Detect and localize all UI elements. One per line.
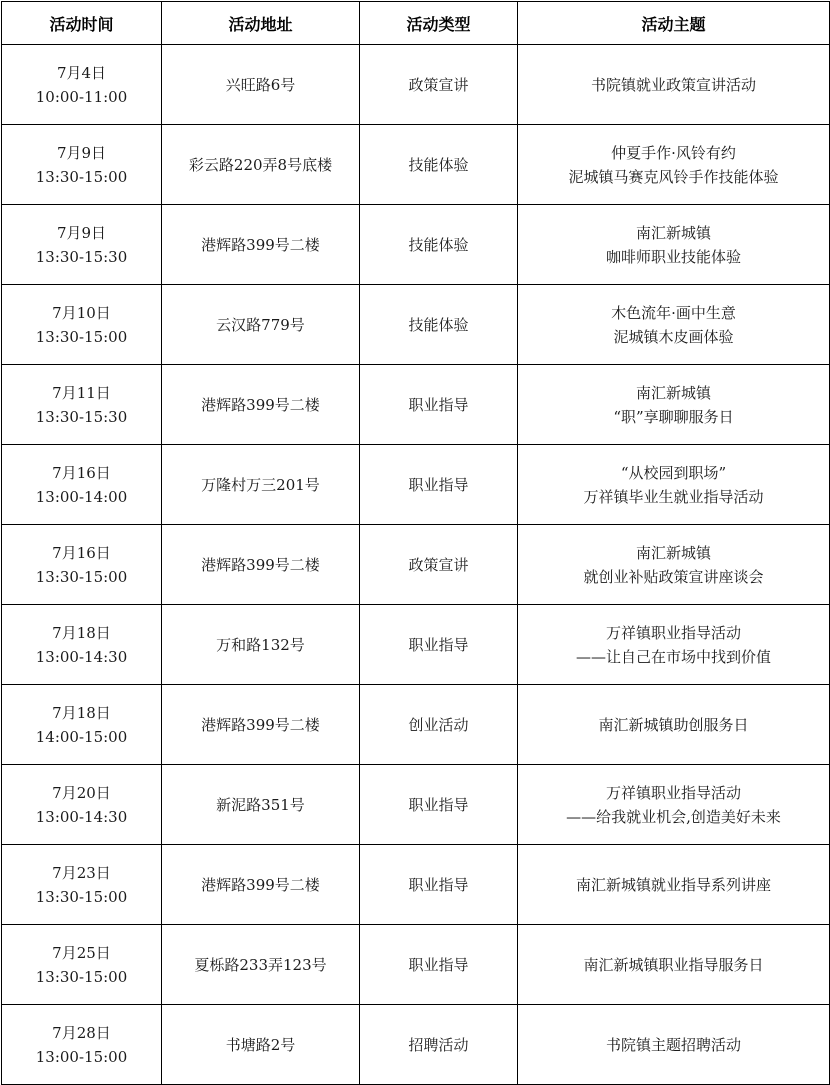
- activity-time-cell: [2, 765, 162, 845]
- activity-time-cell: [2, 605, 162, 685]
- activity-time-range: 13:30-15:00: [35, 967, 128, 986]
- header-activity-theme: 活动主题: [518, 2, 830, 45]
- activity-theme-line: “从校园到职场”: [620, 463, 727, 482]
- activity-time-range: 13:30-15:30: [35, 407, 128, 426]
- activity-date: 7月9日: [56, 143, 107, 162]
- activity-theme-line: 南汇新城镇: [635, 383, 711, 402]
- activity-theme-line: ——让自己在市场中找到价值: [575, 647, 771, 666]
- activity-time-cell: [2, 925, 162, 1005]
- activity-theme-line: 南汇新城镇职业指导服务日: [583, 955, 764, 974]
- activity-date: 7月23日: [52, 863, 111, 882]
- header-activity-time: 活动时间: [2, 2, 162, 45]
- table-row: [2, 285, 830, 365]
- activity-theme-cell: [518, 845, 830, 925]
- activity-date: 7月11日: [52, 383, 111, 402]
- activity-type-cell: 职业指导: [360, 925, 518, 1005]
- activity-time-cell: [2, 45, 162, 125]
- activity-time-range: 13:00-14:30: [35, 807, 128, 826]
- table-row: [2, 525, 830, 605]
- activity-theme-cell: [518, 365, 830, 445]
- activity-type-cell: 职业指导: [360, 605, 518, 685]
- activity-theme-line: 万祥镇毕业生就业指导活动: [583, 487, 764, 506]
- activity-time-cell: [2, 1005, 162, 1085]
- activity-address-cell: 港辉路399号二楼: [162, 845, 360, 925]
- activity-time-range: 13:30-15:00: [35, 327, 128, 346]
- activity-theme-cell: [518, 1005, 830, 1085]
- activity-theme-line: 南汇新城镇: [635, 543, 711, 562]
- header-activity-type: 活动类型: [360, 2, 518, 45]
- activity-time-cell: [2, 525, 162, 605]
- activity-date: 7月9日: [56, 223, 107, 242]
- activity-theme-cell: [518, 445, 830, 525]
- activity-theme-line: ——给我就业机会,创造美好未来: [566, 807, 781, 826]
- table-row: [2, 445, 830, 525]
- activity-type-cell: 技能体验: [360, 285, 518, 365]
- table-row: [2, 45, 830, 125]
- table-row: [2, 125, 830, 205]
- table-row: [2, 925, 830, 1005]
- activity-time-range: 10:00-11:00: [35, 87, 128, 106]
- activity-type-cell: 技能体验: [360, 125, 518, 205]
- activity-time-cell: [2, 285, 162, 365]
- activity-time-cell: [2, 845, 162, 925]
- activity-address-cell: 彩云路220弄8号底楼: [162, 125, 360, 205]
- activity-theme-line: 咖啡师职业技能体验: [605, 247, 741, 266]
- activity-theme-line: 书院镇主题招聘活动: [605, 1035, 741, 1054]
- activity-type-cell: 职业指导: [360, 765, 518, 845]
- activity-date: 7月10日: [52, 303, 111, 322]
- table-body: [2, 45, 830, 1085]
- activity-date: 7月18日: [52, 703, 111, 722]
- activity-theme-cell: [518, 605, 830, 685]
- activity-date: 7月25日: [52, 943, 111, 962]
- activity-date: 7月4日: [56, 63, 107, 82]
- table-row: [2, 205, 830, 285]
- activity-theme-line: 万祥镇职业指导活动: [605, 783, 741, 802]
- activity-address-cell: 云汉路779号: [162, 285, 360, 365]
- activity-address-cell: 书塘路2号: [162, 1005, 360, 1085]
- activity-time-range: 13:30-15:00: [35, 167, 128, 186]
- table-row: [2, 605, 830, 685]
- activity-time-cell: [2, 205, 162, 285]
- activity-time-range: 13:00-14:00: [35, 487, 128, 506]
- activity-address-cell: 万和路132号: [162, 605, 360, 685]
- activity-address-cell: 夏栎路233弄123号: [162, 925, 360, 1005]
- activity-time-cell: [2, 445, 162, 525]
- activity-type-cell: 创业活动: [360, 685, 518, 765]
- activity-date: 7月16日: [52, 463, 111, 482]
- activity-theme-cell: [518, 285, 830, 365]
- activity-date: 7月18日: [52, 623, 111, 642]
- activity-theme-line: 泥城镇马赛克风铃手作技能体验: [568, 167, 779, 186]
- activity-theme-line: 南汇新城镇助创服务日: [598, 715, 749, 734]
- activity-address-cell: 兴旺路6号: [162, 45, 360, 125]
- activity-date: 7月28日: [52, 1023, 111, 1042]
- table-row: [2, 765, 830, 845]
- activity-theme-line: 书院镇就业政策宣讲活动: [590, 75, 756, 94]
- activity-theme-line: 仲夏手作·风铃有约: [611, 143, 736, 162]
- table-row: [2, 685, 830, 765]
- activity-theme-cell: [518, 45, 830, 125]
- activity-address-cell: 港辉路399号二楼: [162, 205, 360, 285]
- activity-type-cell: 职业指导: [360, 845, 518, 925]
- table-row: [2, 1005, 830, 1085]
- activity-address-cell: 万隆村万三201号: [162, 445, 360, 525]
- header-activity-address: 活动地址: [162, 2, 360, 45]
- activity-theme-cell: [518, 765, 830, 845]
- activity-theme-line: 南汇新城镇就业指导系列讲座: [575, 875, 771, 894]
- activity-theme-line: 泥城镇木皮画体验: [613, 327, 734, 346]
- activity-theme-line: 万祥镇职业指导活动: [605, 623, 741, 642]
- table-row: [2, 845, 830, 925]
- activity-address-cell: 港辉路399号二楼: [162, 525, 360, 605]
- activity-time-range: 13:30-15:00: [35, 887, 128, 906]
- activity-theme-cell: [518, 925, 830, 1005]
- activity-address-cell: 港辉路399号二楼: [162, 685, 360, 765]
- activity-theme-cell: [518, 685, 830, 765]
- table-header-row: [2, 2, 830, 45]
- activity-theme-line: 木色流年·画中生意: [611, 303, 736, 322]
- activity-time-cell: [2, 125, 162, 205]
- activity-type-cell: 政策宣讲: [360, 525, 518, 605]
- table-row: [2, 365, 830, 445]
- activity-time-cell: [2, 685, 162, 765]
- activity-type-cell: 技能体验: [360, 205, 518, 285]
- activity-address-cell: 新泥路351号: [162, 765, 360, 845]
- activity-theme-cell: [518, 525, 830, 605]
- activity-date: 7月16日: [52, 543, 111, 562]
- activity-time-range: 14:00-15:00: [35, 727, 128, 746]
- activity-theme-line: 南汇新城镇: [635, 223, 711, 242]
- activity-type-cell: 职业指导: [360, 365, 518, 445]
- activity-theme-cell: [518, 205, 830, 285]
- activity-theme-line: “职”享聊聊服务日: [613, 407, 734, 426]
- activity-type-cell: 职业指导: [360, 445, 518, 525]
- activity-type-cell: 政策宣讲: [360, 45, 518, 125]
- activity-time-range: 13:00-14:30: [35, 647, 128, 666]
- activity-type-cell: 招聘活动: [360, 1005, 518, 1085]
- activity-date: 7月20日: [52, 783, 111, 802]
- activity-time-cell: [2, 365, 162, 445]
- activity-theme-cell: [518, 125, 830, 205]
- activity-time-range: 13:00-15:00: [35, 1047, 128, 1066]
- activity-theme-line: 就创业补贴政策宣讲座谈会: [583, 567, 764, 586]
- activity-schedule-table: [1, 1, 830, 1085]
- activity-time-range: 13:30-15:30: [35, 247, 128, 266]
- activity-time-range: 13:30-15:00: [35, 567, 128, 586]
- activity-address-cell: 港辉路399号二楼: [162, 365, 360, 445]
